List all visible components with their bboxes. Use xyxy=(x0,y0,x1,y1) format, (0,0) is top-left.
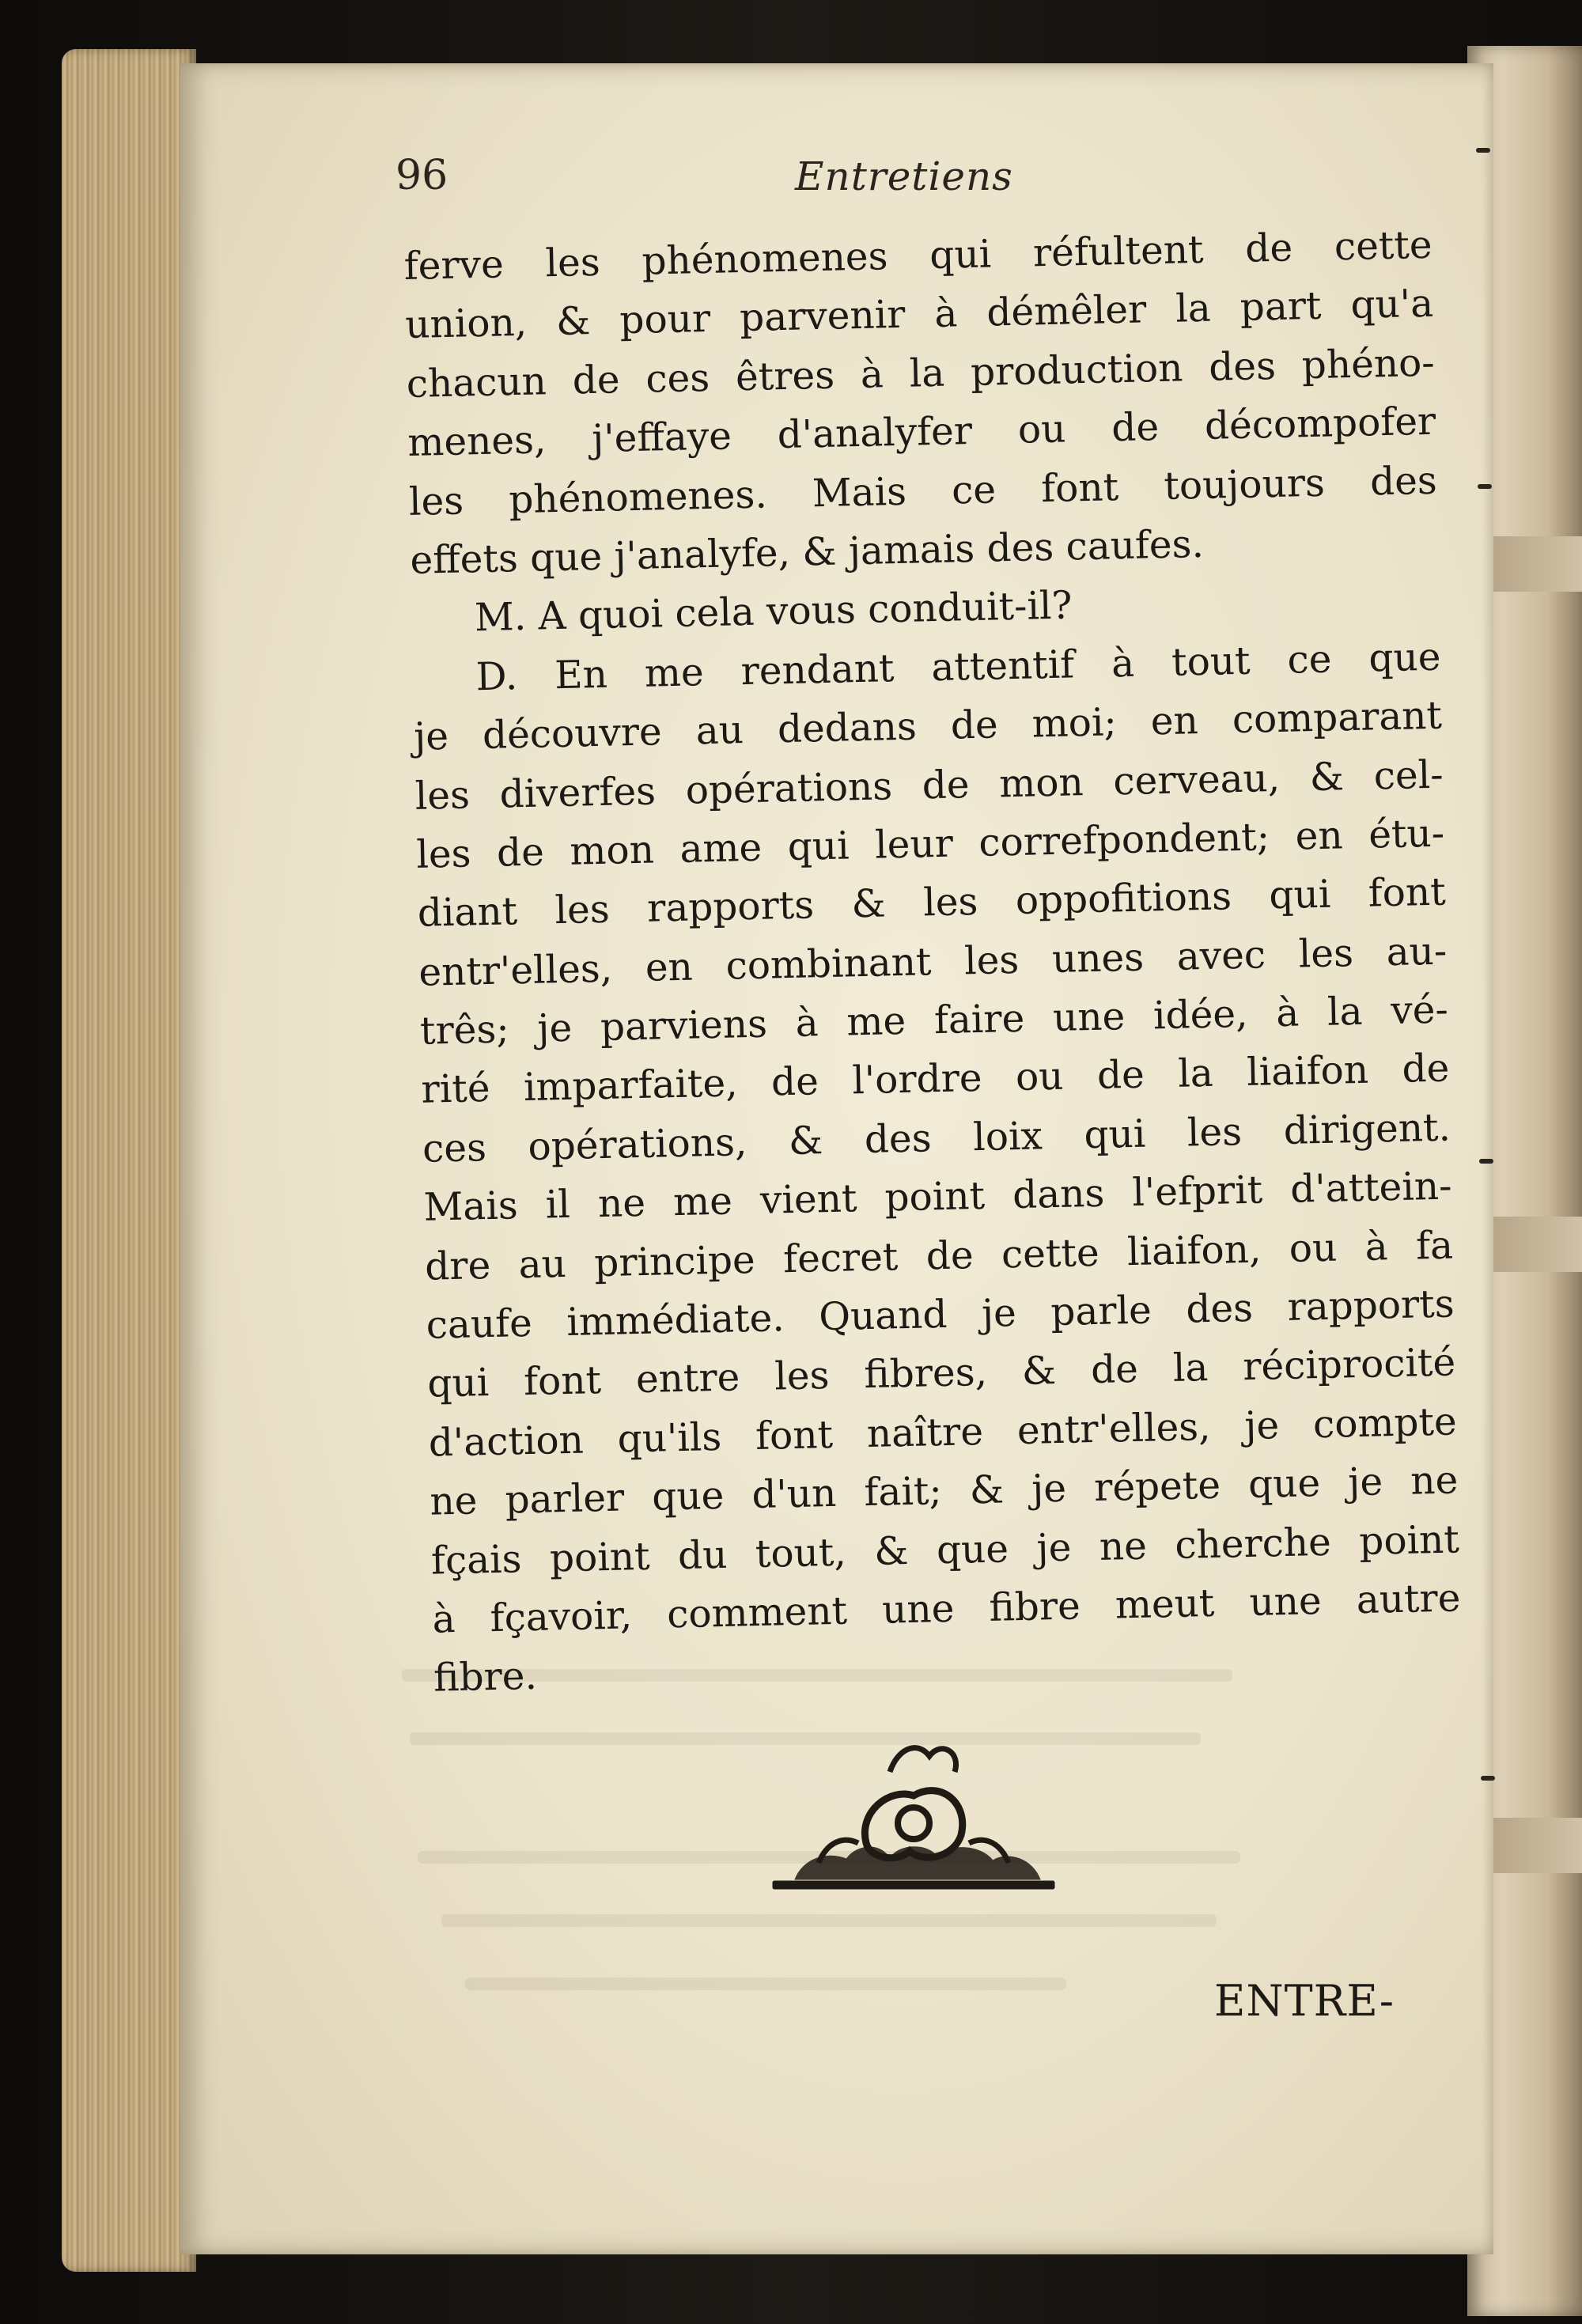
running-head xyxy=(396,152,1107,207)
text-line: qui font entre les fibres, & de la réciprocité xyxy=(426,1340,1456,1407)
margin-mark xyxy=(1478,484,1492,489)
text-line: diant les rapports & les oppofitions qui font xyxy=(417,869,1447,937)
show-through xyxy=(465,1978,1066,1990)
text-line: d'action qu'ils font naître entr'elles, je compte xyxy=(428,1399,1458,1466)
page-number: 96 xyxy=(396,152,448,199)
margin-mark xyxy=(1481,1776,1495,1781)
text-line: les phénomenes. Mais ce font toujours des xyxy=(408,458,1438,524)
ornament-rosette xyxy=(898,1807,929,1839)
floral-tailpiece-ornament xyxy=(771,1724,1056,1898)
margin-mark xyxy=(1476,148,1490,153)
text-line: entr'elles, en combinant les unes avec les au- xyxy=(418,929,1448,995)
text-line: ces opérations, & des loix qui les dirigent. xyxy=(422,1105,1451,1171)
text-line: ne parler que d'un fait; & je répete que je ne xyxy=(429,1458,1459,1524)
text-line: je découvre au dedans de moi; en comparant xyxy=(413,693,1443,759)
dialogue-answer: D. En me rendant attentif à tout ce que xyxy=(475,634,1441,699)
margin-mark xyxy=(1479,1159,1493,1164)
text-line: menes, j'effaye d'analyfer ou de décompofer xyxy=(407,399,1436,466)
text-line: dre au principe fecret de cette liaifon, ou à fa xyxy=(424,1223,1454,1289)
text-line: Mais il ne me vient point dans l'efprit d'attein- xyxy=(423,1164,1453,1230)
text-line: les diverfes opérations de mon cerveau, & cel- xyxy=(414,752,1444,819)
text-line: ferve les phénomenes qui réfultent de cette xyxy=(403,222,1433,289)
text-line: rité imparfaite, de l'ordre ou de la liaifon de xyxy=(420,1047,1450,1113)
ornament-base xyxy=(773,1881,1054,1889)
text-line: fçais point du tout, & que je ne cherche point xyxy=(430,1517,1460,1584)
ornament-crest xyxy=(890,1748,956,1772)
text-line: à fçavoir, comment une fibre meut une autre xyxy=(432,1576,1461,1642)
text-line: effets que j'analyfe, & jamais des caufes. xyxy=(409,521,1205,583)
text-line: caufe immédiate. Quand je parle des rapports xyxy=(426,1281,1455,1348)
show-through xyxy=(441,1914,1217,1927)
running-head-title: Entretiens xyxy=(795,153,1013,199)
text-line: les de mon ame qui leur correfpondent; en étu- xyxy=(415,811,1445,877)
dialogue-question: M. A quoi cela vous conduit-il? xyxy=(474,583,1073,641)
text-line: chacun de ces êtres à la production des phéno- xyxy=(406,340,1436,407)
body-text xyxy=(403,216,1463,1709)
catchword: ENTRE- xyxy=(1214,1976,1395,2026)
page-block-edges xyxy=(62,49,196,2272)
text-line: union, & pour parvenir à démêler la part qu'a xyxy=(404,282,1434,348)
text-line: três; je parviens à me faire une idée, à la vé- xyxy=(419,987,1449,1054)
text-line: fibre. xyxy=(433,1654,538,1701)
